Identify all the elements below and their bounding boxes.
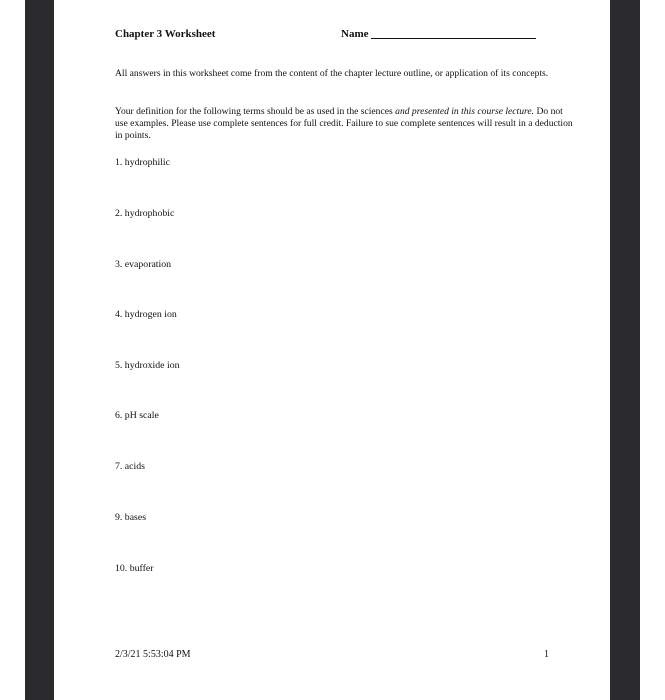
instructions-paragraph-2 xyxy=(115,106,575,142)
document-page xyxy=(54,0,610,700)
term-item: 9. bases xyxy=(115,512,147,523)
viewer-left-margin xyxy=(25,0,54,700)
term-item: 10. buffer xyxy=(115,563,154,574)
instructions-text-end: Do not use examples. Please use complete sentences for full credit. Failure to sue complete sentences will result in a deduction in points. xyxy=(115,106,573,141)
term-item: 1. hydrophilic xyxy=(115,157,170,168)
term-item: 7. acids xyxy=(115,461,145,472)
name-blank-line xyxy=(371,38,536,39)
term-item: 6. pH scale xyxy=(115,410,159,421)
instructions-italic-text: and presented in this course lecture. xyxy=(395,106,535,117)
name-label: Name xyxy=(341,28,369,40)
instructions-text-start: Your definition for the following terms should be as used in the sciences xyxy=(115,106,396,117)
term-item: 5. hydroxide ion xyxy=(115,360,180,371)
instructions-paragraph-1: All answers in this worksheet come from the content of the chapter lecture outline, or application of its concepts. xyxy=(115,68,549,79)
term-item: 3. evaporation xyxy=(115,259,172,270)
page-number: 1 xyxy=(544,649,549,660)
footer-timestamp: 2/3/21 5:53:04 PM xyxy=(115,649,191,660)
worksheet-title: Chapter 3 Worksheet xyxy=(115,28,216,40)
viewer-right-margin xyxy=(610,0,640,700)
term-item: 4. hydrogen ion xyxy=(115,309,177,320)
term-item: 2. hydrophobic xyxy=(115,208,175,219)
